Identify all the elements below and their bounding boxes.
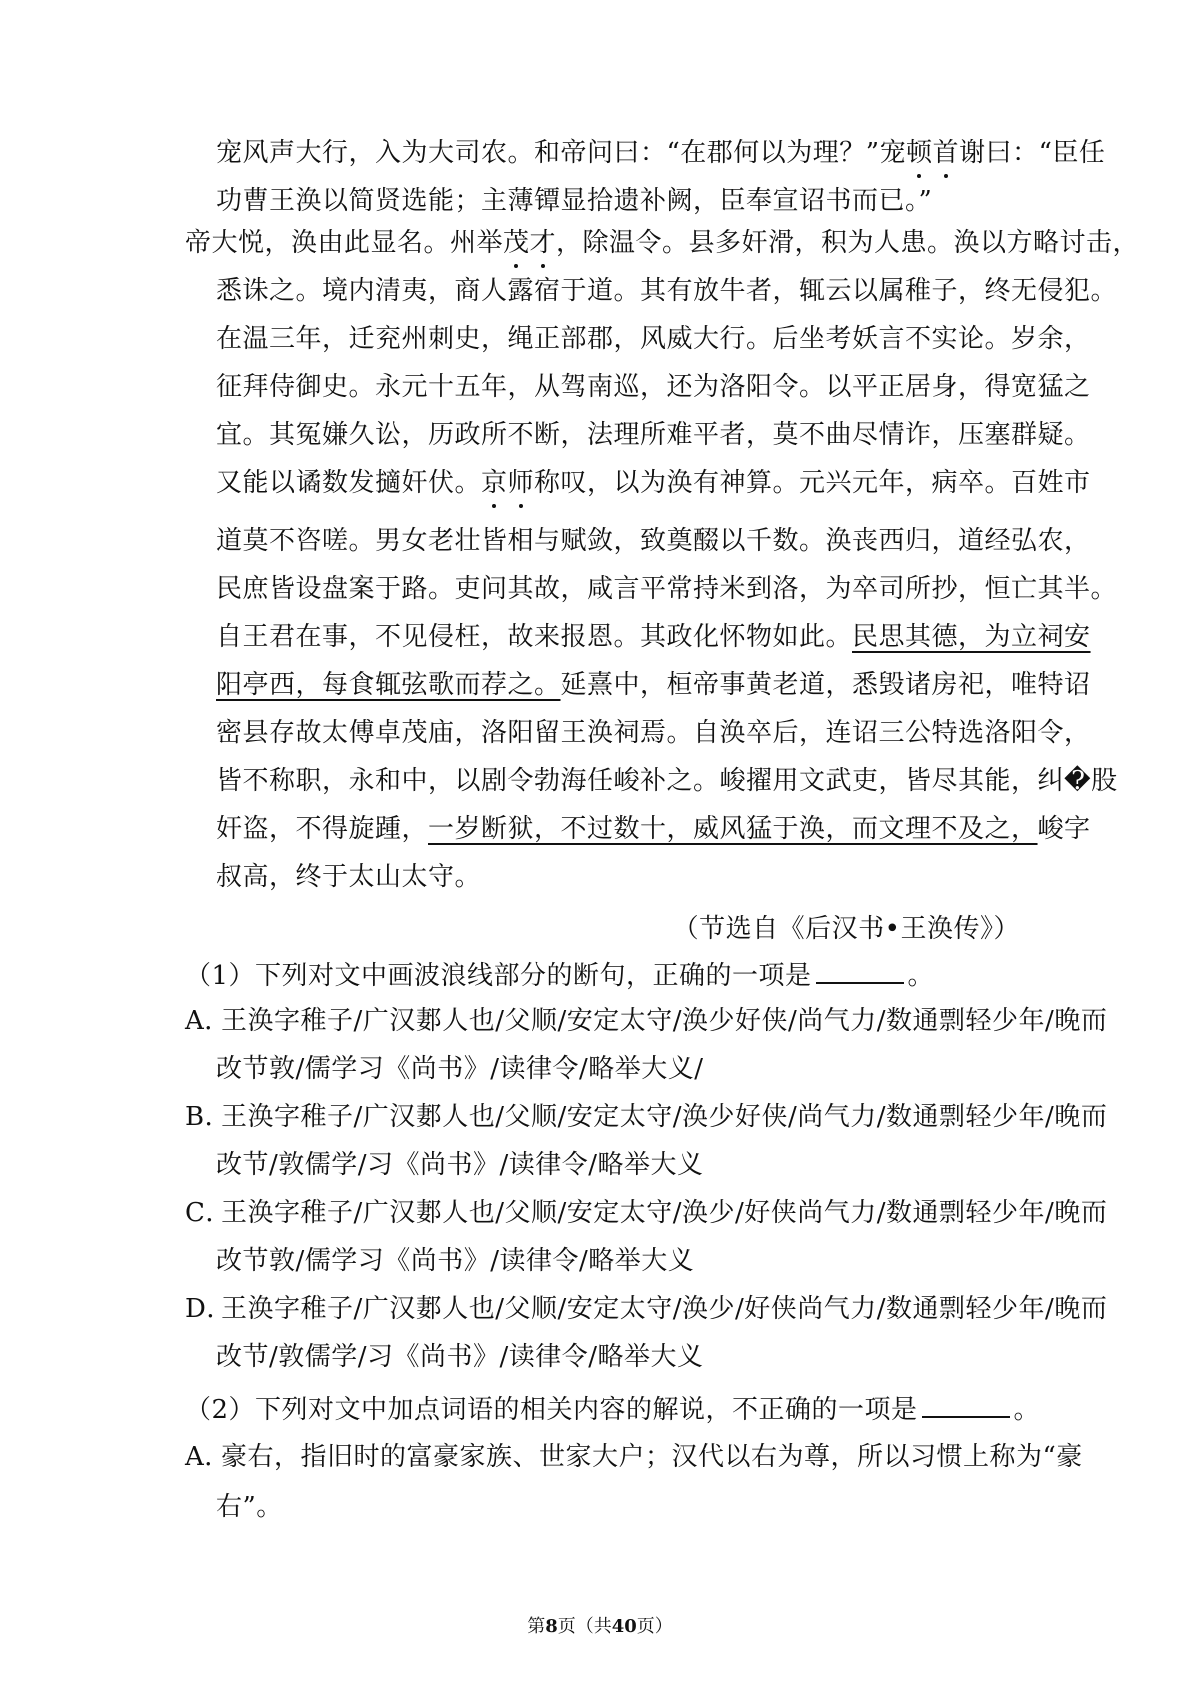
text: 奸盗，不得旋踵， — [216, 814, 429, 844]
text: 宠风声大行，入为大司农。和帝问曰：“在郡何以为理？”宠 — [216, 138, 907, 168]
passage-line-1 — [216, 136, 1105, 170]
text: 峻字 — [1037, 814, 1091, 844]
q1-option-a — [185, 1004, 1107, 1038]
text: 自王君在事，不见侵枉，故来报恩。其政化怀物如此。 — [216, 622, 853, 652]
q1-option-c-cont: 改节敦/儒学习《尚书》/读律令/略举大义 — [216, 1246, 695, 1276]
text: 。 — [1013, 1395, 1041, 1425]
passage-line-5: 在温三年，迁兖州刺史，绳正部郡，风威大行。后坐考妖言不实论。岁余， — [216, 324, 1091, 354]
text: ，除温令。县多奸滑，积为人患。涣以方略讨击， — [556, 228, 1140, 258]
passage-line-16: 叔高，终于太山太守。 — [216, 862, 482, 892]
text: 页） — [636, 1616, 673, 1637]
text: 豪右，指旧时的富豪家族、世家大户；汉代以右为尊，所以习惯上称为“豪 — [221, 1442, 1083, 1472]
text: 页（共 — [557, 1616, 612, 1637]
q1-option-c — [185, 1196, 1107, 1230]
dotted-char: 才 — [529, 228, 557, 258]
text: 延熹中，桓帝事黄老道，悉毁诸房祀，唯特诏 — [560, 670, 1091, 700]
text: （1）下列对文中画波浪线部分的断句，正确的一项是 — [185, 961, 812, 991]
q1-option-a-cont: 改节敦/儒学习《尚书》/读律令/略举大义/ — [216, 1054, 704, 1084]
option-label: C． — [185, 1198, 232, 1228]
option-label: B． — [185, 1102, 232, 1132]
passage-line-9: 道莫不咨嗟。男女老壮皆相与赋敛，致奠醊以千数。涣丧西归，道经弘农， — [216, 526, 1091, 556]
text: 又能以谲数发擿奸伏。 — [216, 468, 482, 498]
answer-blank — [816, 956, 904, 984]
text: 。 — [907, 961, 935, 991]
passage-line-4: 悉诛之。境内清夷，商人露宿于道。其有放牛者，辄云以属稚子，终无侵犯。 — [216, 276, 1118, 306]
text: 王涣字稚子/广汉郪人也/父顺/安定太守/涣少/好侠尚气力/数通剽轻少年/晚而 — [221, 1294, 1108, 1324]
dotted-char: 茂 — [503, 228, 530, 258]
passage-line-7: 宜。其冤嫌久讼，历政所不断，法理所难平者，莫不曲尽情诈，压塞群疑。 — [216, 420, 1091, 450]
text: 称叹，以为涣有神算。元兴元年，病卒。百姓市 — [534, 468, 1091, 498]
q1-option-b — [185, 1100, 1107, 1134]
page-footer — [0, 1612, 1200, 1638]
answer-blank — [922, 1390, 1010, 1418]
passage-line-13: 密县存故太傅卓茂庙，洛阳留王涣祠焉。自涣卒后，连诏三公特选洛阳令， — [216, 718, 1091, 748]
q1-option-d — [185, 1292, 1107, 1326]
passage-line-8 — [216, 466, 1091, 500]
passage-line-14: 皆不称职，永和中，以剧令勃海任峻补之。峻擢用文武吏，皆尽其能，纠�股 — [216, 766, 1118, 796]
q1-option-b-cont: 改节/敦儒学/习《尚书》/读律令/略举大义 — [216, 1150, 704, 1180]
q2-option-a — [185, 1440, 1083, 1474]
passage-line-6: 征拜侍御史。永元十五年，从驾南巡，还为洛阳令。以平正居身，得宽猛之 — [216, 372, 1091, 402]
dotted-char: 京 — [481, 468, 508, 498]
passage-line-10: 民庶皆设盘案于路。吏问其故，咸言平常持米到洛，为卒司所抄，恒亡其半。 — [216, 574, 1118, 604]
text: 谢曰：“臣任 — [959, 138, 1106, 168]
option-label: D． — [185, 1294, 233, 1324]
text: （2）下列对文中加点词语的相关内容的解说，不正确的一项是 — [185, 1395, 918, 1425]
text: 王涣字稚子/广汉郪人也/父顺/安定太守/涣少/好侠尚气力/数通剽轻少年/晚而 — [221, 1198, 1108, 1228]
text: 王涣字稚子/广汉郪人也/父顺/安定太守/涣少好侠/尚气力/数通剽轻少年/晚而 — [221, 1006, 1108, 1036]
wavy-underlined-text: 民思其德，为立祠安 — [852, 622, 1091, 652]
passage-line-15 — [216, 812, 1091, 846]
text: 帝大悦，涣由此显名。州举 — [185, 228, 504, 258]
page-number: 8 — [545, 1616, 558, 1637]
passage-line-12 — [216, 668, 1091, 702]
dotted-char: 师 — [507, 468, 535, 498]
passage-line-2: 功曹王涣以简贤选能；主薄镡显拾遗补阙，臣奉宣诏书而已。” — [216, 186, 933, 216]
option-label: A． — [185, 1442, 231, 1472]
q1-option-d-cont: 改节/敦儒学/习《尚书》/读律令/略举大义 — [216, 1342, 704, 1372]
dotted-char: 顿 — [906, 138, 933, 168]
text: 王涣字稚子/广汉郪人也/父顺/安定太守/涣少好侠/尚气力/数通剽轻少年/晚而 — [221, 1102, 1108, 1132]
text: 第 — [527, 1616, 546, 1637]
q2-option-a-cont: 右”。 — [216, 1492, 283, 1522]
question-2-stem — [185, 1390, 1040, 1427]
question-1-stem — [185, 956, 934, 993]
dotted-char: 首 — [932, 138, 960, 168]
passage-source: （节选自《后汉书•王涣传》） — [672, 914, 1020, 944]
wavy-underlined-text: 阳亭西，每食辄弦歌而荐之。 — [216, 670, 561, 700]
underlined-sentence: 一岁断狱，不过数十，威风猛于涣，而文理不及之， — [428, 814, 1038, 844]
passage-line-11 — [216, 620, 1091, 654]
total-pages: 40 — [611, 1616, 637, 1637]
passage-line-3 — [185, 226, 1139, 260]
option-label: A． — [185, 1006, 231, 1036]
